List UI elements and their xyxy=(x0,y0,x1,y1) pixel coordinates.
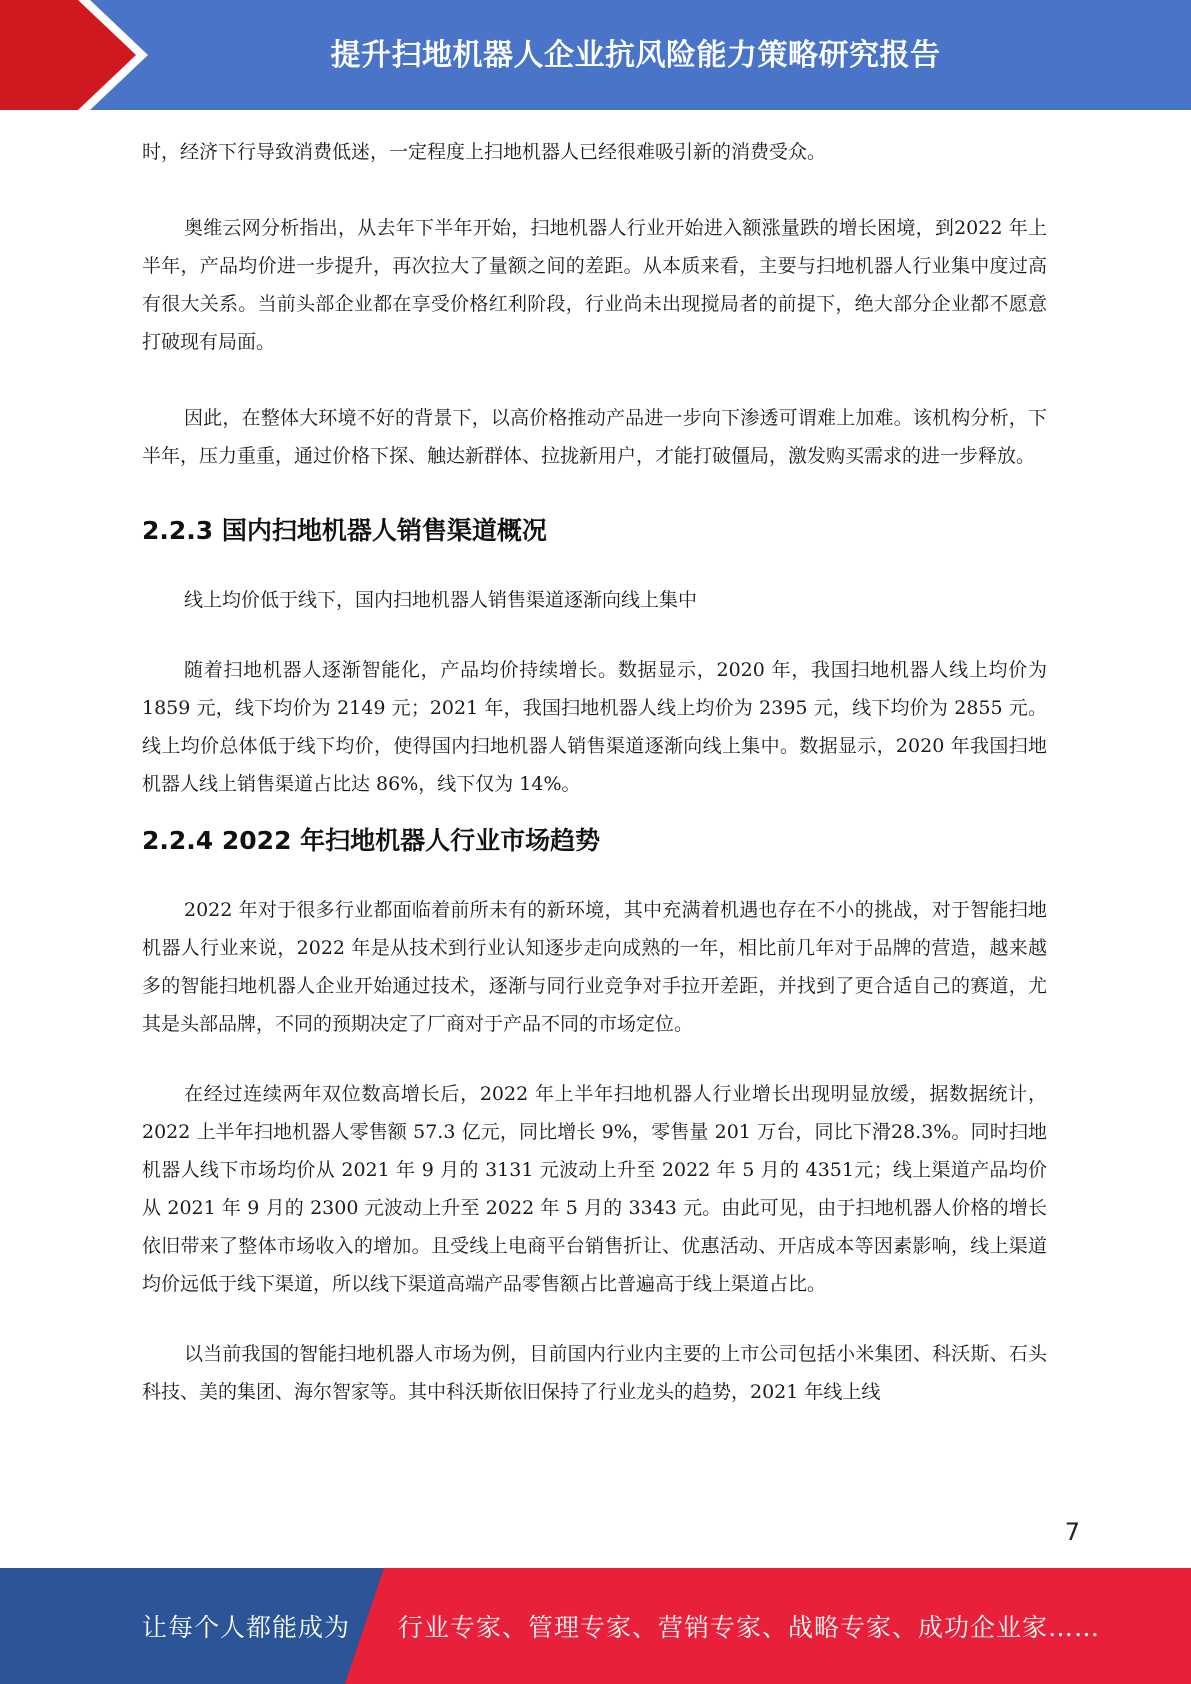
paragraph-7: 在经过连续两年双位数高增长后，2022 年上半年扫地机器人行业增长出现明显放缓，据数据统计，2022 上半年扫地机器人零售额 57.3 亿元，同比增长 9%，零售量 201 万台，同比下滑28.3%。同时扫地机器人线下市场均价从 2021 年 9 月的 3131 元波动上升至 2022 年 5 月的 4351元；线上渠道产品均价从 2021 年 9 月的 2300 元波动上升至 2022 年 5 月的 3343 元。由此可见，由于扫地机器人价格的增长依旧带来了整体市场收入的增加。且受线上电商平台销售折让、优惠活动、开店成本等因素影响，线上渠道均价远低于线下渠道，所以线下渠道高端产品零售额占比普遍高于线上渠道占比。 xyxy=(142,1083,1047,1295)
header-chevron-decoration xyxy=(0,0,150,110)
paragraph-8: 以当前我国的智能扫地机器人市场为例，目前国内行业内主要的上市公司包括小米集团、科沃斯、石头科技、美的集团、海尔智家等。其中科沃斯依旧保持了行业龙头的趋势，2021 年线上线 xyxy=(142,1343,1047,1403)
page-number: 7 xyxy=(1064,1518,1080,1546)
header-title: 提升扫地机器人企业抗风险能力策略研究报告 xyxy=(330,38,941,73)
paragraph-3: 因此，在整体大环境不好的背景下，以高价格推动产品进一步向下渗透可谓难上加难。该机构分析，下半年，压力重重，通过价格下探、触达新群体、拉拢新用户，才能打破僵局，激发购买需求的进一步释放。 xyxy=(142,407,1047,467)
section-heading-2-2-4: 2.2.4 2022 年扫地机器人行业市场趋势 xyxy=(142,826,601,855)
footer-slogan-right: 行业专家、管理专家、营销专家、战略专家、成功企业家…… xyxy=(398,1613,1101,1642)
section-heading-2-2-3: 2.2.3 国内扫地机器人销售渠道概况 xyxy=(142,516,547,545)
paragraph-1: 时，经济下行导致消费低迷，一定程度上扫地机器人已经很难吸引新的消费受众。 xyxy=(142,141,827,163)
document-body xyxy=(142,130,1047,1411)
paragraph-4: 线上均价低于线下，国内扫地机器人销售渠道逐渐向线上集中 xyxy=(184,589,698,611)
paragraph-6: 2022 年对于很多行业都面临着前所未有的新环境，其中充满着机遇也存在不小的挑战，对于智能扫地机器人行业来说，2022 年是从技术到行业认知逐步走向成熟的一年，相比前几年对于品牌的营造，越来越多的智能扫地机器人企业开始通过技术，逐渐与同行业竞争对手拉开差距，并找到了更合适自己的赛道，尤其是头部品牌，不同的预期决定了厂商对于产品不同的市场定位。 xyxy=(142,899,1047,1035)
paragraph-2: 奥维云网分析指出，从去年下半年开始，扫地机器人行业开始进入额涨量跌的增长困境，到2022 年上半年，产品均价进一步提升，再次拉大了量额之间的差距。从本质来看，主要与扫地机器人行业集中度过高有很大关系。当前头部企业都在享受价格红利阶段，行业尚未出现搅局者的前提下，绝大部分企业都不愿意打破现有局面。 xyxy=(142,217,1047,353)
page-header xyxy=(0,0,1191,110)
paragraph-5: 随着扫地机器人逐渐智能化，产品均价持续增长。数据显示，2020 年，我国扫地机器人线上均价为 1859 元，线下均价为 2149 元；2021 年，我国扫地机器人线上均价为 2395 元，线下均价为 2855 元。线上均价总体低于线下均价，使得国内扫地机器人销售渠道逐渐向线上集中。数据显示，2020 年我国扫地机器人线上销售渠道占比达 86%，线下仅为 14%。 xyxy=(142,659,1047,795)
footer-slogan-left: 让每个人都能成为 xyxy=(142,1613,351,1642)
page-footer xyxy=(0,1568,1191,1684)
